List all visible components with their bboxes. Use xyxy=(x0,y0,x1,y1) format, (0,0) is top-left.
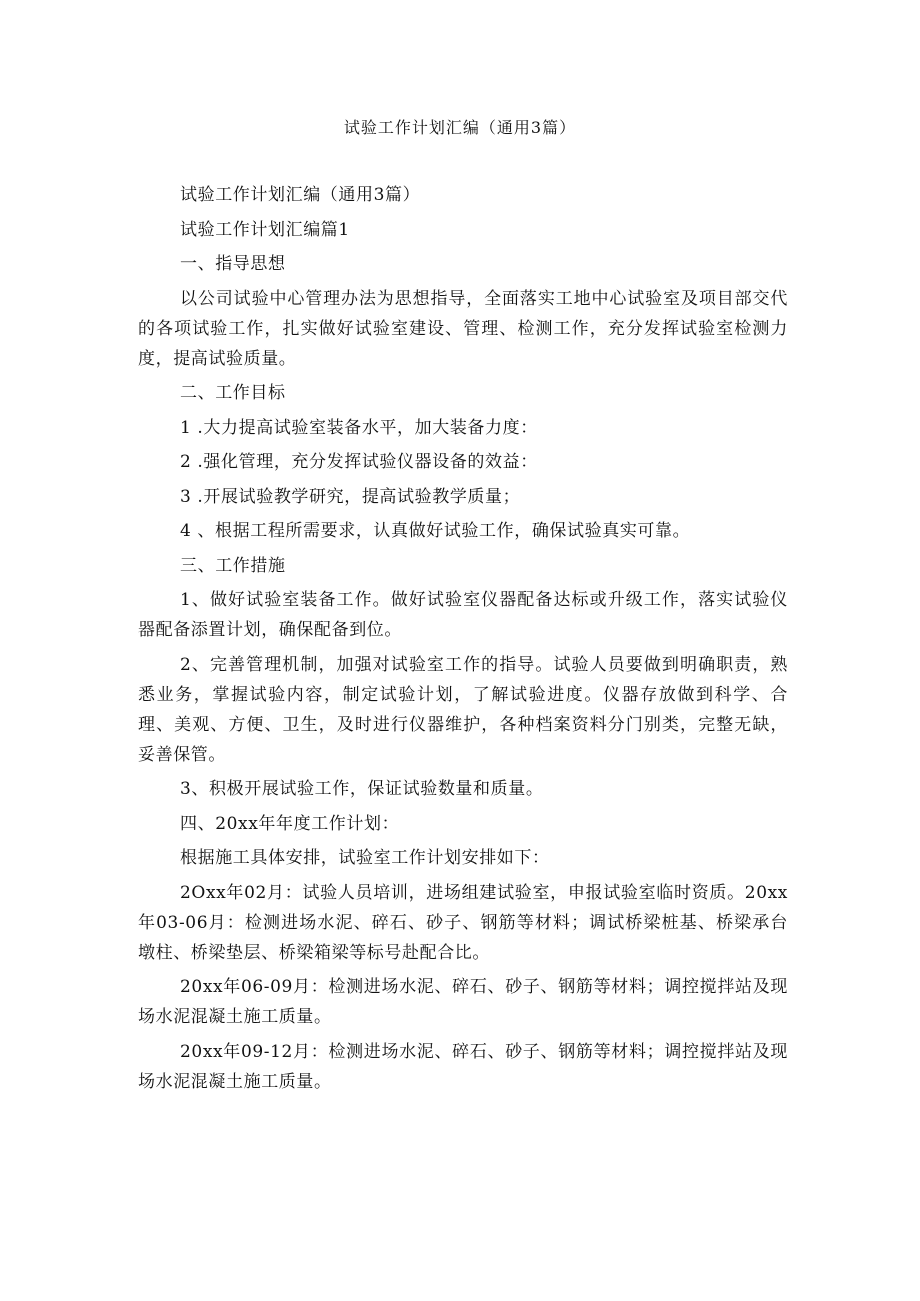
goal-item-3: 3 .开展试验教学研究，提高试验教学质量； xyxy=(180,486,521,507)
document-title: 试验工作计划汇编（通用3篇） xyxy=(343,118,577,137)
measure-item-2: 2、完善管理机制，加强对试验室工作的指导。试验人员要做到明确职责，熟悉业务，掌握试验内容，制定试验计划，了解试验进度。仪器存放做到科学、合理、美观、方便、卫生，及时进行仪器维护，各种档案资料分门别类，完整无缺，妥善保管。 xyxy=(138,654,788,765)
measure-item-1: 1、做好试验室装备工作。做好试验室仪器配备达标或升级工作，落实试验仪器配备添置计划，确保配备到位。 xyxy=(138,590,788,640)
subtitle: 试验工作计划汇编（通用3篇） xyxy=(180,185,421,205)
goal-item-1: 1 .大力提高试验室装备水平，加大装备力度： xyxy=(180,417,538,438)
goal-item-2: 2 .强化管理，充分发挥试验仪器设备的效益： xyxy=(180,452,538,472)
heading-work-measures: 三、工作措施 xyxy=(180,555,286,576)
plan-entry-sep-dec: 20xx年09-12月：检测进场水泥、碎石、砂子、钢筋等材料；调控搅拌站及现场水泥混凝土施工质量。 xyxy=(138,1041,788,1092)
section-heading-part1: 试验工作计划汇编篇1 xyxy=(180,219,350,240)
paragraph-plan-intro: 根据施工具体安排，试验室工作计划安排如下： xyxy=(180,848,550,868)
heading-guiding-thought: 一、指导思想 xyxy=(180,254,286,274)
document-body xyxy=(138,180,788,1101)
plan-entry-jun-sep: 20xx年06-09月：检测进场水泥、碎石、砂子、钢筋等材料；调控搅拌站及现场水泥混凝土施工质量。 xyxy=(138,977,788,1027)
heading-annual-plan: 四、20xx年年度工作计划： xyxy=(180,813,400,834)
paragraph-guiding-thought: 以公司试验中心管理办法为思想指导，全面落实工地中心试验室及项目部交代的各项试验工作，扎实做好试验室建设、管理、检测工作，充分发挥试验室检测力度，提高试验质量。 xyxy=(138,288,788,369)
goal-item-4: 4 、根据工程所需要求，认真做好试验工作，确保试验真实可靠。 xyxy=(180,521,691,541)
plan-entry-feb-jun: 2Oxx年02月：试验人员培训，进场组建试验室，申报试验室临时资质。20xx年03-06月：检测进场水泥、碎石、砂子、钢筋等材料；调试桥梁桩基、桥梁承台墩柱、桥梁垫层、桥梁箱梁等标号赴配合比。 xyxy=(138,882,788,963)
heading-work-goals: 二、工作目标 xyxy=(180,383,286,403)
measure-item-3: 3、积极开展试验工作，保证试验数量和质量。 xyxy=(180,779,544,799)
